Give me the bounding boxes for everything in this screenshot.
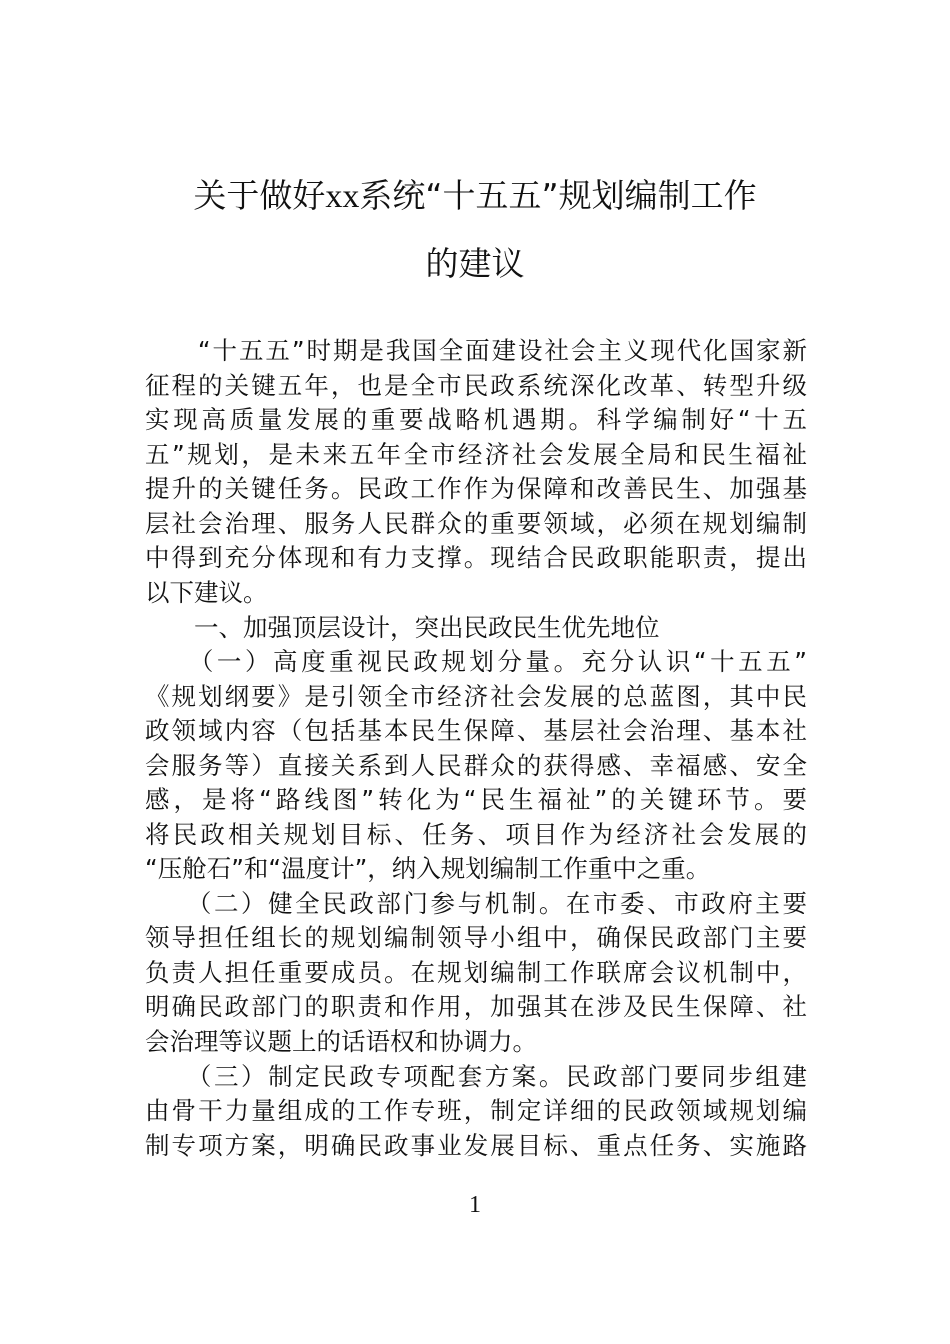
body-line: 会服务等）直接关系到人民群众的获得感、幸福感、安全: [145, 751, 807, 780]
body-line: 领导担任组长的规划编制领导小组中，确保民政部门主要: [145, 923, 807, 952]
body-line: 负责人担任重要成员。在规划编制工作联席会议机制中，: [145, 958, 807, 987]
body-line: 感，是将“路线图”转化为“民生福祉”的关键环节。要: [145, 785, 807, 814]
body-line: 层社会治理、服务人民群众的重要领域，必须在规划编制: [145, 509, 807, 538]
section-heading: 一、加强顶层设计，突出民政民生优先地位: [145, 613, 660, 642]
page-number: 1: [469, 1192, 481, 1218]
subsection-heading: （二）健全民政部门参与机制。在市委、市政府主要: [145, 889, 807, 918]
body-line: 会治理等议题上的话语权和协调力。: [145, 1027, 537, 1056]
subsection-heading: （三）制定民政专项配套方案。民政部门要同步组建: [145, 1062, 807, 1091]
body-line: 明确民政部门的职责和作用，加强其在涉及民生保障、社: [145, 992, 807, 1021]
body-line: 提升的关键任务。民政工作作为保障和改善民生、加强基: [145, 474, 807, 503]
title-part-a: 关于做好: [193, 176, 326, 215]
body-line: “十五五”时期是我国全面建设社会主义现代化国家新: [145, 336, 807, 365]
document-title-line-1: [120, 176, 830, 215]
body-line: “压舱石”和“温度计”，纳入规划编制工作重中之重。: [145, 854, 711, 883]
body-line: 政领域内容（包括基本民生保障、基层社会治理、基本社: [145, 716, 807, 745]
title-latin-part: xx: [325, 178, 360, 215]
body-line: 以下建议。: [145, 578, 268, 607]
body-line: 《规划纲要》是引领全市经济社会发展的总蓝图，其中民: [145, 682, 807, 711]
body-line: 将民政相关规划目标、任务、项目作为经济社会发展的: [145, 820, 807, 849]
body-line: 五”规划，是未来五年全市经济社会发展全局和民生福祉: [145, 440, 807, 469]
body-line: 由骨干力量组成的工作专班，制定详细的民政领域规划编: [145, 1096, 807, 1125]
subsection-heading: （一）高度重视民政规划分量。充分认识“十五五”: [145, 647, 807, 676]
body-line: 实现高质量发展的重要战略机遇期。科学编制好“十五: [145, 405, 807, 434]
document-title-line-2: 的建议: [425, 244, 525, 283]
body-line: 制专项方案，明确民政事业发展目标、重点任务、实施路: [145, 1131, 807, 1160]
body-line: 征程的关键五年，也是全市民政系统深化改革、转型升级: [145, 371, 807, 400]
body-line: 中得到充分体现和有力支撑。现结合民政职能职责，提出: [145, 543, 807, 572]
title-part-b: 系统“十五五”规划编制工作: [359, 176, 757, 215]
